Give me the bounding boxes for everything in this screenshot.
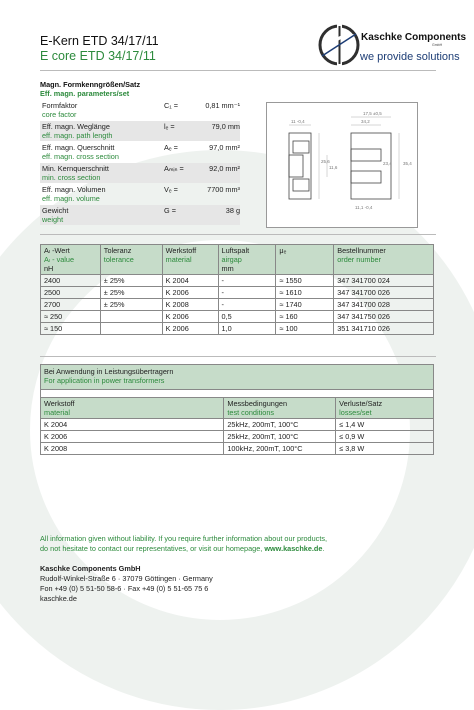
title-en: E core ETD 34/17/11 [40, 49, 156, 63]
brand-slogan: we provide solutions [360, 51, 460, 63]
header-al-value: Aₗ -Wert Aₗ - value nH [41, 245, 101, 275]
header-material: Werkstoff material [162, 245, 218, 275]
table-header-row [41, 398, 434, 419]
param-row: Formfaktor core factor C₁ = 0,81 mm⁻¹ [42, 101, 240, 119]
core-drawing [266, 102, 418, 228]
param-row: Eff. magn. Weglänge eff. magn. path length lₑ = 79,0 mm [42, 122, 240, 140]
param-row: Gewicht weight G = 38 g [42, 206, 240, 224]
header-order-number: Bestellnummer order number [334, 245, 434, 275]
param-row: Eff. magn. Querschnitt eff. magn. cross section Aₑ = 97,0 mm² [42, 143, 240, 161]
website-link[interactable]: kaschke.de [40, 594, 77, 603]
header-divider [40, 70, 436, 71]
phone-fax: Fon +49 (0) 5 51-50 58-6 · Fax +49 (0) 5 51-65 75 6 [40, 584, 209, 593]
table-row: 2700 ± 25% K 2008 - ≈ 1740 347 341700 028 [41, 299, 434, 311]
losses-table [40, 397, 434, 455]
params-heading: Magn. Formkenngrößen/Satz Eff. magn. parameters/set [40, 80, 141, 98]
table-row: K 2006 25kHz, 200mT, 100°C ≤ 0,9 W [41, 431, 434, 443]
table-row: 2400 ± 25% K 2004 - ≈ 1550 347 341700 024 [41, 275, 434, 287]
header-mue: μₑ [276, 245, 334, 275]
header-tolerance: Toleranz tolerance [100, 245, 162, 275]
table-header-row [41, 245, 434, 275]
street-address: Rudolf-Winkel-Straße 6 · 37079 Göttingen · Germany [40, 574, 213, 583]
company-address [40, 564, 213, 604]
al-value-table [40, 244, 434, 335]
disclaimer: All information given without liability. If you require further information about our products, do not hesitate to contact our representatives, or visit our homepage, www.kaschke.de. [40, 534, 328, 553]
dim-label: 11 -0,4 [291, 119, 305, 124]
dim-label: 25,6 [321, 159, 330, 164]
table-row: ≈ 250 K 2006 0,5 ≈ 160 347 341750 026 [41, 311, 434, 323]
core-drawing-svg [267, 103, 417, 227]
dim-label: 35,4 [403, 161, 412, 166]
section-divider [40, 234, 436, 235]
header-losses: Verluste/Satz losses/set [336, 398, 434, 419]
dim-label: 17,5 ±0,5 [363, 111, 382, 116]
table-row: 2500 ± 25% K 2006 - ≈ 1610 347 341700 026 [41, 287, 434, 299]
table-row: K 2008 100kHz, 200mT, 100°C ≤ 3,8 W [41, 443, 434, 455]
dim-label: 11,6 [329, 165, 338, 170]
param-row: Eff. magn. Volumen eff. magn. volume Vₑ = 7700 mm³ [42, 185, 240, 203]
param-row: Min. Kernquerschnitt min. cross section Aₘᵢₙ = 92,0 mm² [42, 164, 240, 182]
brand-name: Kaschke Components [361, 32, 467, 43]
dim-label: 23,4 [383, 161, 392, 166]
company-name: Kaschke Components GmbH [40, 564, 141, 573]
application-heading: Bei Anwendung in Leistungsübertragern For application in power transformers [40, 364, 434, 390]
dim-label: 11,1 -0,4 [355, 205, 373, 210]
header-airgap: Luftspalt airgap mm [218, 245, 276, 275]
table-row: ≈ 150 K 2006 1,0 ≈ 100 351 341710 026 [41, 323, 434, 335]
homepage-link[interactable]: www.kaschke.de [264, 543, 323, 553]
brand-suffix: GmbH [432, 43, 443, 47]
header-test-conditions: Messbedingungen test conditions [224, 398, 336, 419]
section-divider [40, 356, 436, 357]
table-row: K 2004 25kHz, 200mT, 100°C ≤ 1,4 W [41, 419, 434, 431]
dim-label: 34,2 [361, 119, 370, 124]
title-de: E-Kern ETD 34/17/11 [40, 34, 159, 48]
header-material: Werkstoff material [41, 398, 224, 419]
